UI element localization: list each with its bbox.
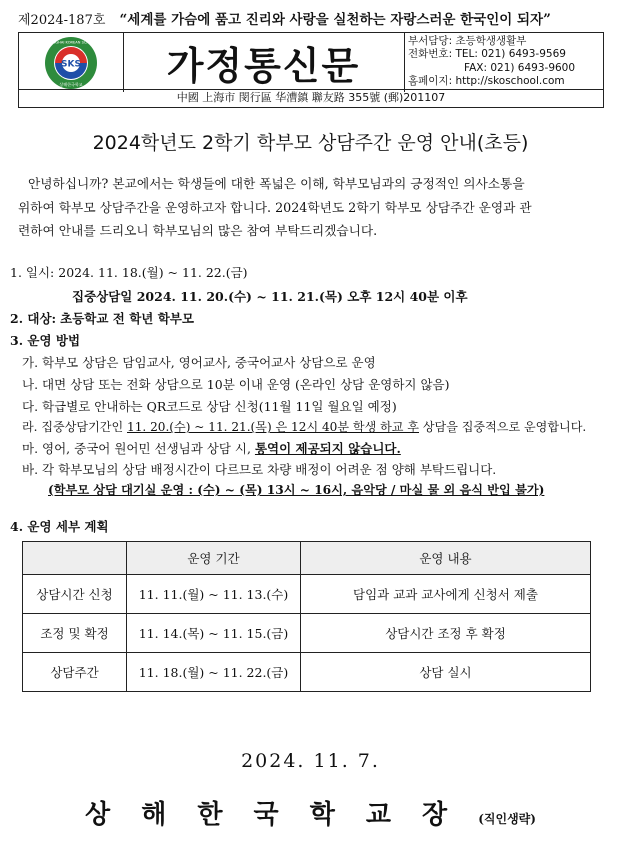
newsletter-header	[18, 32, 604, 108]
table-cell: 상담 실시	[301, 653, 591, 692]
method-item-c: 다. 학급별로 안내하는 QR코드로 상담 신청(11월 11일 월요일 예정)	[22, 399, 397, 414]
table-header-cell	[23, 542, 127, 575]
logo-ring-bottom: 상해한국학교	[59, 82, 83, 87]
department: 부서담당: 초등학생생활부	[408, 35, 527, 47]
document-title: 2024학년도 2학기 학부모 상담주간 운영 안내(초등)	[92, 132, 529, 154]
section-1-label: 1. 일시:	[10, 265, 55, 280]
method-item-d	[22, 418, 586, 435]
seal-note: (직인생략)	[478, 812, 536, 826]
table-cell: 11. 14.(목) ~ 11. 15.(금)	[127, 614, 301, 653]
table-cell: 조정 및 확정	[23, 614, 127, 653]
fax: FAX: 021) 6493-9600	[464, 61, 576, 74]
table-row	[23, 653, 591, 692]
school-logo	[19, 33, 123, 92]
item-e-bold: 통역이 제공되지 않습니다.	[254, 441, 401, 456]
intro-line: 위하여 학부모 상담주간을 운영하고자 합니다. 2024학년도 2학기 학부모 상담주간 운영과 관	[18, 199, 532, 215]
section-1-dates: 2024. 11. 18.(월) ~ 11. 22.(금)	[58, 265, 248, 280]
telephone: 전화번호: TEL: 021) 6493-9569	[408, 48, 566, 61]
focus-dates: 집중상담일 2024. 11. 20.(수) ~ 11. 21.(목) 오후 12시 40분 이후	[72, 289, 468, 304]
table-cell: 상담시간 조정 후 확정	[301, 614, 591, 653]
logo-cell	[19, 33, 124, 92]
logo-ring-top: SHANGHAI KOREAN SCHOOL	[45, 40, 97, 45]
table-cell: 상담시간 신청	[23, 575, 127, 614]
newsletter-title: 가정통신문	[166, 44, 361, 88]
school-address: 中國 上海市 閔行區 华漕鎮 聯友路 355號 (郵)201107	[19, 89, 603, 107]
title-cell	[123, 33, 405, 92]
item-d-prefix: 라. 집중상담기간인	[22, 420, 127, 434]
section-2-target: 초등학교 전 학년 학부모	[60, 311, 194, 326]
intro-line: 련하여 안내를 드리오니 학부모님의 많은 참여 부탁드리겠습니다.	[18, 223, 378, 238]
item-d-underlined: 11. 20.(수) ~ 11. 21.(목) 은 12시 40분 학생 하교 후	[127, 420, 419, 434]
section-4-label: 4. 운영 세부 계획	[10, 519, 109, 534]
table-row	[23, 614, 591, 653]
method-item-b: 나. 대면 상담 또는 전화 상담으로 10분 이내 운영 (온라인 상담 운영하지 않음)	[22, 377, 450, 392]
principal-signature	[0, 794, 621, 831]
school-motto: “세계를 가슴에 품고 진리와 사랑을 실천하는 자랑스러운 한국인이 되자”	[119, 12, 551, 28]
method-item-f: 바. 각 학부모님의 상담 배정시간이 다르므로 차량 배정이 어려운 점 양해 부탁드립니다.	[22, 462, 497, 477]
method-item-a: 가. 학부모 상담은 담임교사, 영어교사, 중국어교사 상담으로 운영	[22, 355, 376, 370]
item-d-suffix: 상담을 집중적으로 운영합니다.	[419, 420, 587, 434]
item-e-prefix: 마. 영어, 중국어 원어민 선생님과 상담 시,	[22, 441, 255, 456]
issue-number: 제2024-187호	[18, 13, 106, 28]
table-header-row	[23, 542, 591, 575]
principal-title: 상 해 한 국 학 교 장	[85, 800, 459, 830]
table-header-cell: 운영 기간	[127, 542, 301, 575]
waiting-room-note: (학부모 상담 대기실 운영 : (수) ~ (목) 13시 ~ 16시, 음악당 / 마실 물 외 음식 반입 불가)	[48, 483, 545, 497]
section-1	[10, 263, 248, 281]
table-cell: 11. 11.(월) ~ 11. 13.(수)	[127, 575, 301, 614]
section-3-label: 3. 운영 방법	[10, 333, 81, 348]
table-cell: 담임과 교과 교사에게 신청서 제출	[301, 575, 591, 614]
issue-date: 2024. 11. 7.	[241, 750, 380, 772]
table-cell: 상담주간	[23, 653, 127, 692]
section-2	[10, 309, 194, 327]
section-2-label: 2. 대상:	[10, 311, 57, 326]
table-cell: 11. 18.(월) ~ 11. 22.(금)	[127, 653, 301, 692]
intro-line: 안녕하십니까? 본교에서는 학생들에 대한 폭넓은 이해, 학부모님과의 긍정적인 의사소통을	[28, 176, 525, 191]
homepage-link[interactable]: 홈페이지: http://skoschool.com	[408, 74, 565, 87]
logo-letters: SKS	[61, 59, 81, 70]
method-item-e	[22, 439, 401, 457]
intro-paragraph	[18, 172, 608, 243]
table-header-cell: 운영 내용	[301, 542, 591, 575]
schedule-table	[22, 541, 591, 692]
contact-info	[408, 35, 575, 88]
header-topline	[18, 8, 551, 28]
table-row	[23, 575, 591, 614]
